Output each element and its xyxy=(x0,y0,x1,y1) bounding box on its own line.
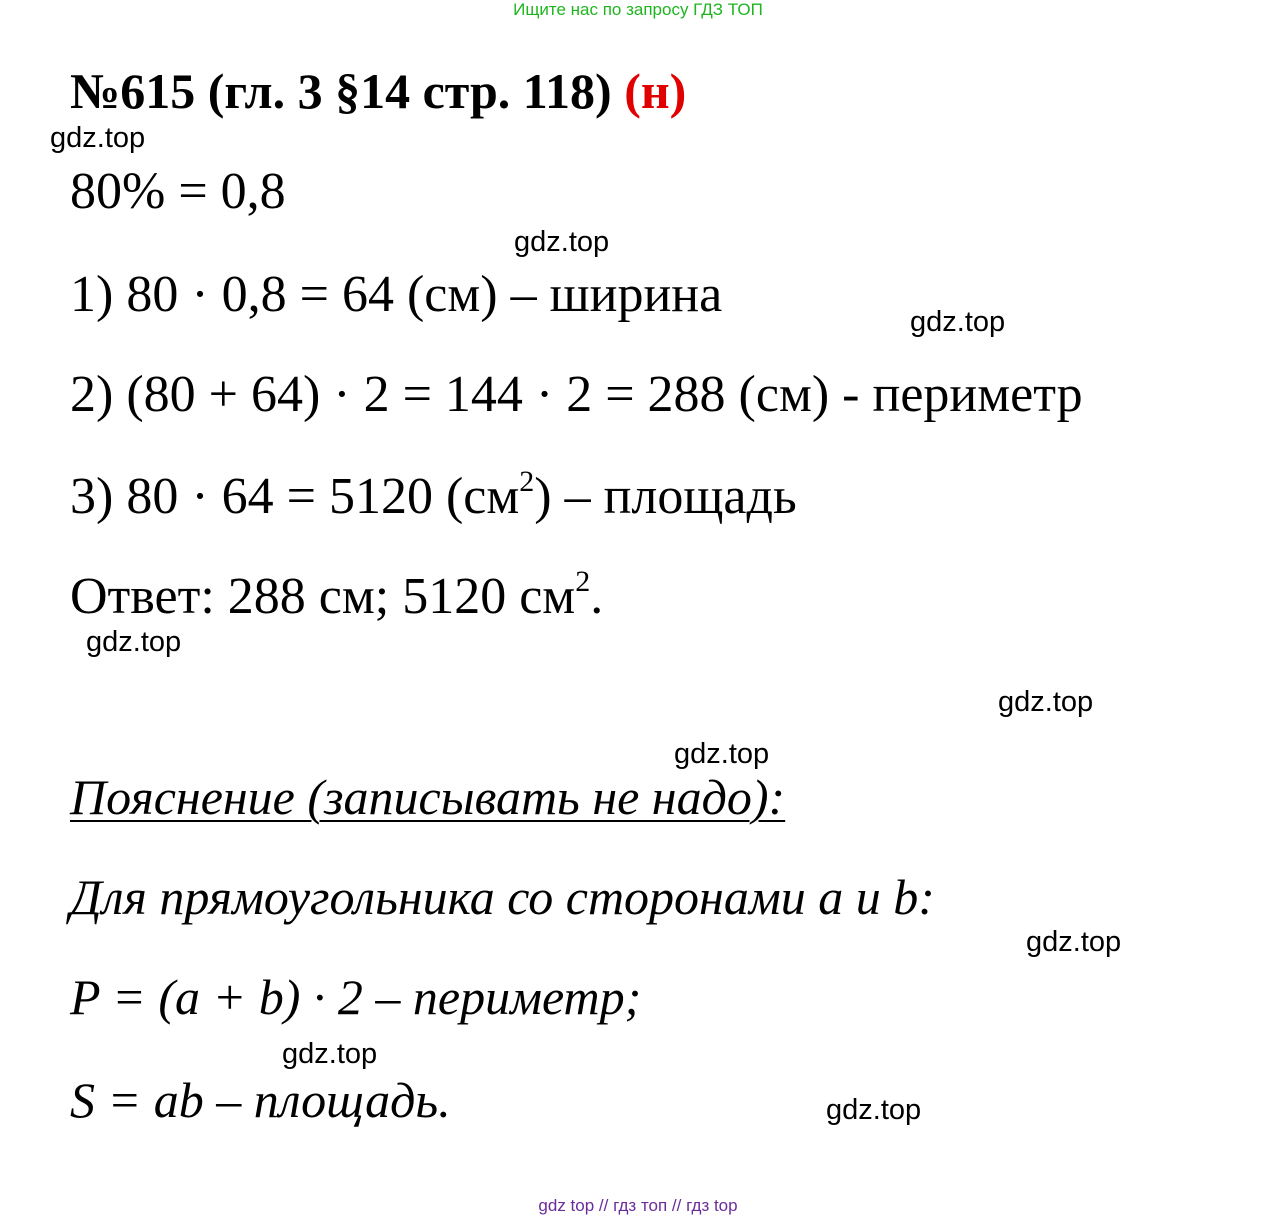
area-formula: S = ab – площадь. xyxy=(70,1072,451,1128)
watermark: gdz.top xyxy=(674,738,770,770)
watermark: gdz.top xyxy=(998,686,1094,718)
perimeter-formula: P = (a + b) · 2 – периметр; xyxy=(70,969,642,1025)
watermark: gdz.top xyxy=(514,226,610,258)
superscript: 2 xyxy=(519,465,535,498)
watermark: gdz.top xyxy=(86,626,182,658)
title-main: №615 (гл. 3 §14 стр. 118) xyxy=(70,63,612,119)
footer-links[interactable]: gdz top // гдз топ // гдз top xyxy=(538,1196,738,1215)
title-mark: (н) xyxy=(624,63,687,119)
watermark: gdz.top xyxy=(282,1038,378,1070)
solution-line-2: 2) (80 + 64) · 2 = 144 · 2 = 288 (см) - периметр xyxy=(70,366,1083,423)
watermark: gdz.top xyxy=(910,306,1006,338)
watermark: gdz.top xyxy=(826,1094,922,1126)
solution-line-3: 3) 80 · 64 = 5120 $(см^2)$ – площадь xyxy=(70,465,797,525)
watermark: gdz.top xyxy=(1026,926,1122,958)
search-banner[interactable]: Ищите нас по запросу ГДЗ ТОП xyxy=(513,0,763,19)
explanation-heading: Пояснение (записывать не надо): xyxy=(70,769,786,825)
watermark: gdz.top xyxy=(50,122,146,154)
page-title xyxy=(70,62,686,120)
answer-line: Ответ: 288 см; 5120 $см^2$. xyxy=(70,565,604,625)
solution-line-0: 80% = 0,8 xyxy=(70,163,286,220)
solution-line-1: 1) 80 · 0,8 = 64 (см) – ширина xyxy=(70,266,723,323)
superscript: 2 xyxy=(575,565,591,598)
explanation-intro: Для прямоугольника со сторонами a и b: xyxy=(70,869,935,925)
